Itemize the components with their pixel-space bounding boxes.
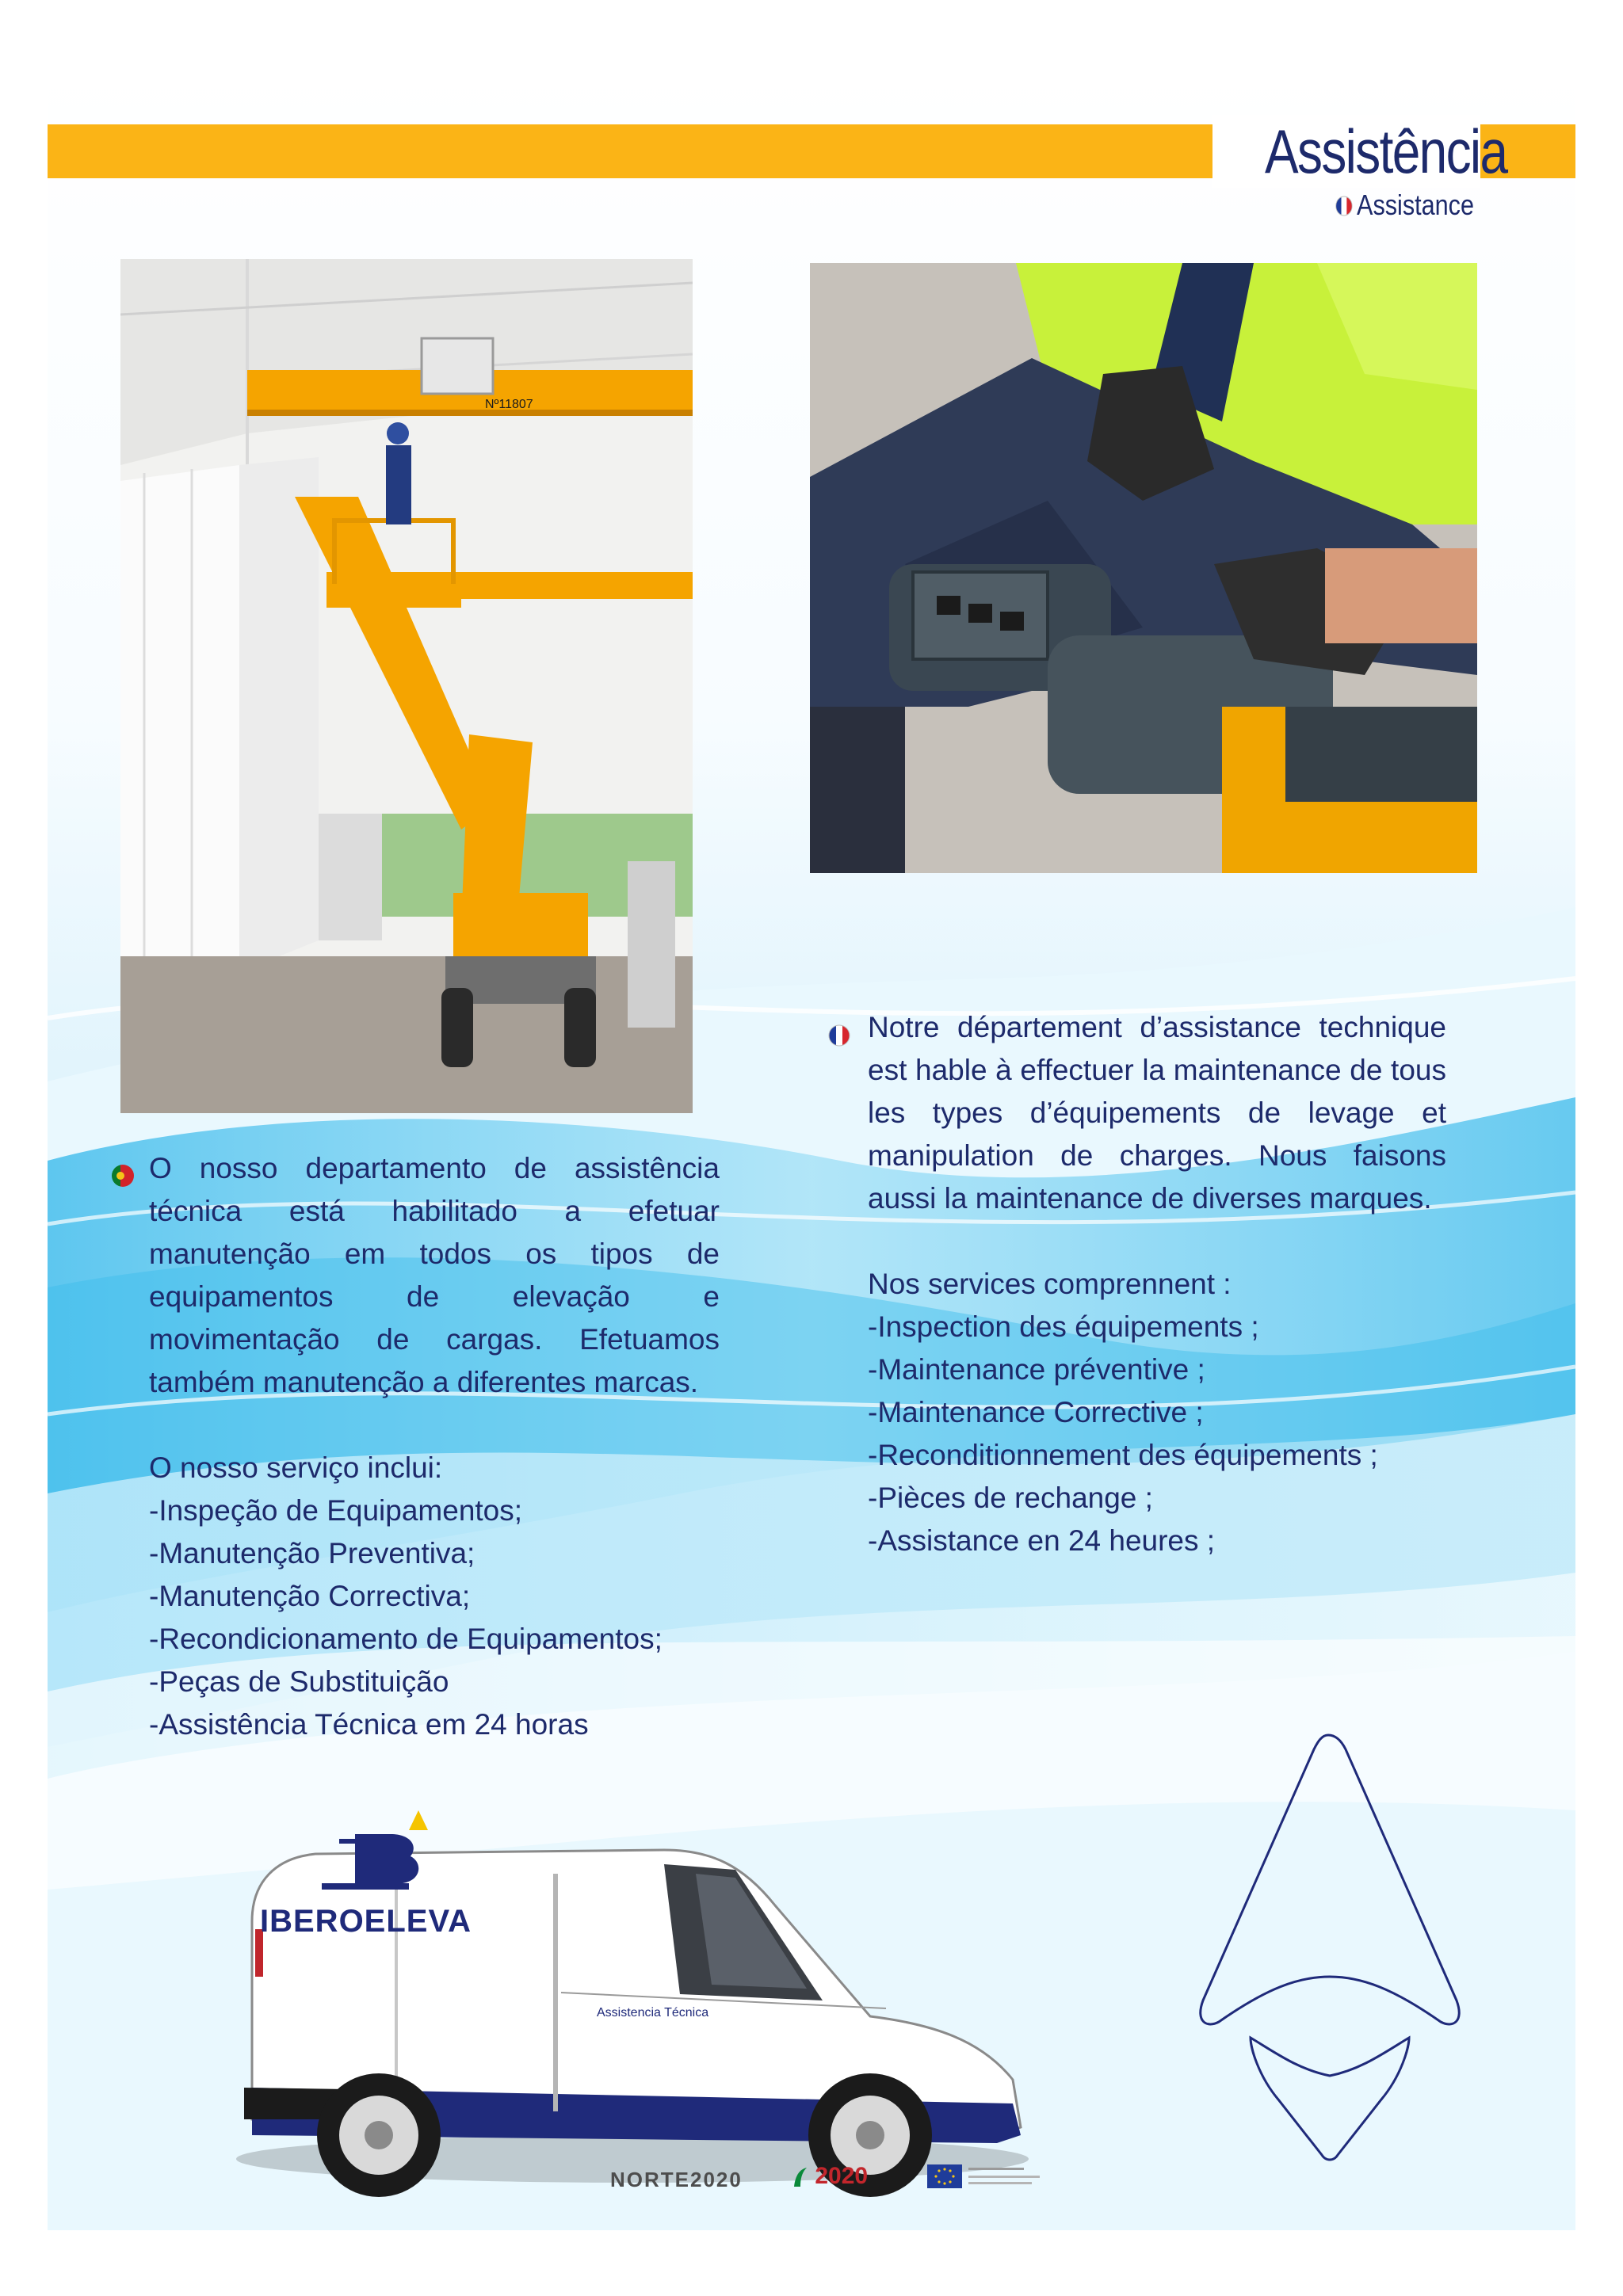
spacer — [149, 1404, 720, 1447]
crane-plate: Nº11807 — [485, 398, 533, 411]
french-paragraph: Notre département d’assistance technique est hable à effectuer la maintenance de tous les types d’équipements de levage et manipulation de charges. Nous faisons aussi la maintenance de diverses marques. — [868, 1011, 1446, 1215]
french-services-list — [868, 1306, 1446, 1562]
list-item: -Inspeção de Equipamentos; — [149, 1494, 523, 1527]
list-item: -Manutenção Correctiva; — [149, 1580, 471, 1612]
page — [48, 67, 1575, 2230]
list-item: -Maintenance préventive ; — [868, 1353, 1205, 1386]
service-van — [220, 1787, 1060, 2203]
van-side-text: Assistencia Técnica — [597, 2006, 709, 2019]
arrow-outline-icon — [1171, 1727, 1488, 2171]
list-item: -Recondicionamento de Equipamentos; — [149, 1623, 663, 1655]
portuguese-paragraph: O nosso departamento de assistência técnica está habilitado a efetuar manutenção em todos os tipos de equipamentos de elevação e movimentação de cargas. Efetuamos também manutenção a diferentes marcas. — [149, 1152, 720, 1398]
list-item: -Reconditionnement des équipements ; — [868, 1439, 1378, 1471]
france-flag-icon — [1335, 190, 1353, 223]
list-item: -Pièces de rechange ; — [868, 1482, 1153, 1514]
portuguese-services-intro: O nosso serviço inclui: — [149, 1451, 443, 1484]
list-item: -Assistance en 24 heures ; — [868, 1524, 1216, 1557]
norte2020-logo: NORTE2020 — [610, 2168, 743, 2191]
motor-repair-photo — [810, 263, 1477, 873]
van-brand-text: IBEROELEVA — [260, 1904, 472, 1939]
list-item: -Manutenção Preventiva; — [149, 1537, 475, 1569]
page-title: Assistência — [1264, 116, 1507, 186]
french-text — [868, 1006, 1446, 1562]
list-item: -Assistência Técnica em 24 horas — [149, 1708, 589, 1741]
list-item: -Peças de Substituição — [149, 1665, 449, 1698]
french-services-intro: Nos services comprennent : — [868, 1268, 1232, 1300]
eu-logo — [927, 2163, 1046, 2194]
page-subtitle — [1312, 189, 1474, 223]
france-flag-icon — [828, 1016, 850, 1058]
portuguese-text — [149, 1147, 720, 1746]
footer-logos — [610, 2163, 1054, 2195]
aerial-platform-photo — [120, 259, 693, 1113]
portuguese-services-list — [149, 1489, 720, 1746]
portugal2020-logo — [792, 2163, 868, 2190]
spacer — [868, 1220, 1446, 1263]
portugal2020-text: 2020 — [815, 2163, 869, 2189]
list-item: -Maintenance Corrective ; — [868, 1396, 1204, 1428]
portugal-mark-icon — [792, 2166, 808, 2188]
french-paragraph-wrap — [868, 1006, 1446, 1220]
subtitle-text: Assistance — [1357, 189, 1474, 221]
portugal-flag-icon — [111, 1157, 135, 1199]
portuguese-paragraph-wrap — [149, 1147, 720, 1404]
list-item: -Inspection des équipements ; — [868, 1310, 1259, 1343]
